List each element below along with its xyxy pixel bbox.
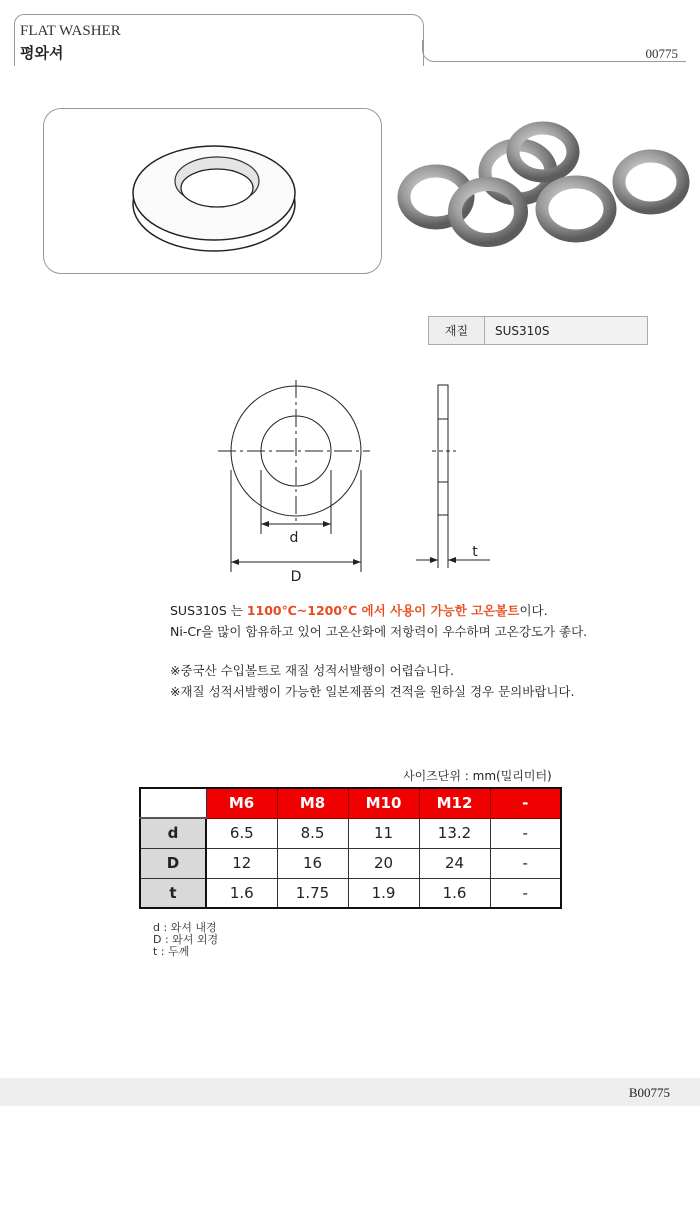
- column-header: M8: [277, 788, 348, 818]
- description-line-1: [170, 601, 548, 619]
- label-thickness: t: [472, 544, 478, 560]
- footer-code: B00775: [628, 1085, 670, 1100]
- description-suffix: 이다.: [519, 603, 548, 618]
- header-frame-tab: [422, 40, 440, 62]
- row-label: D: [140, 848, 206, 878]
- spec-header-row: [140, 788, 561, 818]
- table-row: [140, 878, 561, 908]
- table-row: [140, 818, 561, 848]
- dimension-diagram: [210, 372, 500, 592]
- description-highlight: 1100℃~1200℃ 에서 사용이 가능한 고온볼트: [246, 603, 520, 618]
- product-code: 00775: [645, 46, 678, 61]
- value-cell: 1.6: [419, 878, 490, 908]
- table-row: [140, 848, 561, 878]
- washers-photo: [388, 112, 698, 262]
- washer-6: [619, 156, 683, 208]
- legend-item: t : 두께: [153, 945, 190, 958]
- value-cell: 1.9: [348, 878, 419, 908]
- washer-5: [542, 182, 610, 236]
- material-table: [428, 316, 648, 345]
- value-cell: 8.5: [277, 818, 348, 848]
- spec-table: [139, 787, 562, 909]
- legend-item: D : 와셔 외경: [153, 933, 219, 946]
- value-cell: 20: [348, 848, 419, 878]
- title-english: FLAT WASHER: [20, 23, 121, 39]
- value-cell: -: [490, 818, 561, 848]
- column-header: M10: [348, 788, 419, 818]
- unit-note: 사이즈단위 : mm(밀리미터): [403, 769, 552, 783]
- label-inner-diameter: d: [289, 530, 299, 546]
- value-cell: 1.6: [206, 878, 277, 908]
- row-label: d: [140, 818, 206, 848]
- description-line-2: Ni-Cr을 많이 함유하고 있어 고온산화에 저항력이 우수하며 고온강도가 좋다.: [170, 624, 588, 639]
- note-2: ※재질 성적서발행이 가능한 일본제품의 견적을 원하실 경우 문의바랍니다.: [170, 684, 575, 699]
- dimension-legend: [153, 922, 218, 958]
- value-cell: 6.5: [206, 818, 277, 848]
- header-frame: [14, 14, 424, 66]
- value-cell: 24: [419, 848, 490, 878]
- value-cell: 16: [277, 848, 348, 878]
- note-1: ※중국산 수입볼트로 재질 성적서발행이 어렵습니다.: [170, 663, 454, 678]
- value-cell: 12: [206, 848, 277, 878]
- value-cell: 1.75: [277, 878, 348, 908]
- legend-item: d : 와셔 내경: [153, 921, 217, 934]
- washer-sketch-icon: [44, 109, 383, 275]
- description-prefix: SUS310S 는: [170, 603, 247, 618]
- title-korean: 평와셔: [20, 44, 64, 62]
- value-cell: 13.2: [419, 818, 490, 848]
- column-header: M12: [419, 788, 490, 818]
- value-cell: -: [490, 878, 561, 908]
- label-outer-diameter: D: [290, 569, 302, 585]
- material-label: 재질: [429, 317, 485, 344]
- column-header: M6: [206, 788, 277, 818]
- corner-cell: [140, 788, 206, 818]
- column-header: -: [490, 788, 561, 818]
- row-label: t: [140, 878, 206, 908]
- footer-bar: [0, 1078, 700, 1106]
- material-value: SUS310S: [485, 317, 647, 344]
- value-cell: 11: [348, 818, 419, 848]
- washer-sketch-image: [43, 108, 382, 274]
- value-cell: -: [490, 848, 561, 878]
